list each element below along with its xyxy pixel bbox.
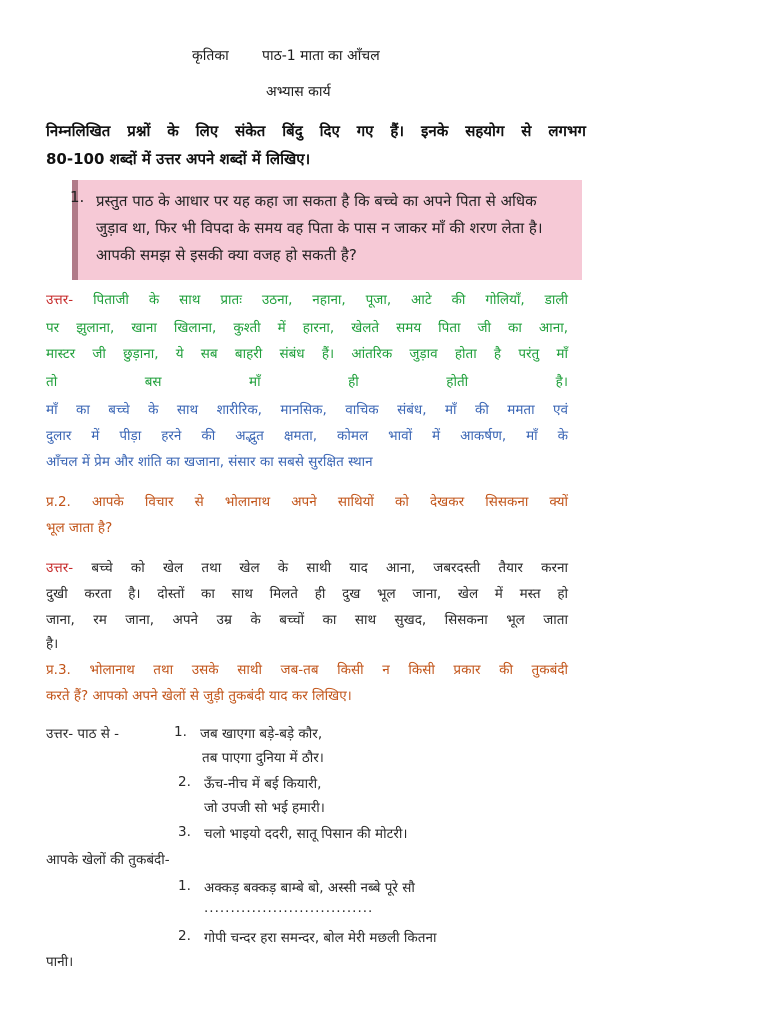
answer-1-word: होती xyxy=(446,374,469,390)
poem-1-line-1: जब खाएगा बड़े-बड़े कौर, xyxy=(200,726,323,742)
answer-3-label: उत्तर- पाठ से - xyxy=(46,726,119,742)
answer-1-word: ही xyxy=(348,374,359,390)
answer-2-line-1 xyxy=(46,556,568,580)
question-1-box xyxy=(72,180,582,280)
answer-1-line-7: आँचल में प्रेम और शांति का खजाना, संसार का सबसे सुरक्षित स्थान xyxy=(46,454,373,470)
answer-1-word: तो xyxy=(46,374,58,390)
own-rhyme-1-dots: ................................ xyxy=(204,900,374,916)
answer-1-word: माँ xyxy=(249,374,261,390)
answer-1-line-2: पर झुलाना, खाना खिलाना, कुश्ती में हारना, खेलते समय पिता जी का आना, xyxy=(46,320,568,336)
answer-2-text-1: बच्चे को खेल तथा खेल के साथी याद आना, जबरदस्ती तैयार करना xyxy=(91,560,568,576)
question-2-line-1: प्र.2. आपके विचार से भोलानाथ अपने साथियों को देखकर सिसकना क्यों xyxy=(46,494,568,510)
question-3-line-1: प्र.3. भोलानाथ तथा उसके साथी जब-तब किसी न किसी प्रकार की तुकबंदी xyxy=(46,662,568,678)
own-rhyme-1-number: 1. xyxy=(178,878,191,894)
own-rhyme-2-number: 2. xyxy=(178,928,191,944)
poem-1-line-2: तब पाएगा दुनिया में ठौर। xyxy=(202,750,324,766)
answer-2-line-3: जाना, रम जाना, अपने उम्र के बच्चों का साथ सुखद, सिसकना भूल जाता xyxy=(46,612,568,628)
poem-1-number: 1. xyxy=(174,724,187,740)
question-1-number: 1. xyxy=(70,188,85,206)
own-rhyme-2-line-2: पानी। xyxy=(46,954,74,970)
answer-2-line-2: दुखी करता है। दोस्तों का साथ मिलते ही दुख भूल जाना, खेल में मस्त हो xyxy=(46,586,568,602)
book-title: कृतिका xyxy=(192,48,229,64)
question-3-line-2: करते हैं? आपको अपने खेलों से जुड़ी तुकबंदी याद कर लिखिए। xyxy=(46,688,352,704)
poem-3-number: 3. xyxy=(178,824,191,840)
instruction-line-1: निम्नलिखित प्रश्नों के लिए संकेत बिंदु दिए गए हैं। इनके सहयोग से लगभग xyxy=(46,122,586,140)
answer-1-word: बस xyxy=(144,374,162,390)
own-rhyme-2-line-1: गोपी चन्दर हरा समन्दर, बोल मेरी मछली कितना xyxy=(204,930,437,946)
answer-1-line-6: दुलार में पीड़ा हरने की अद्भुत क्षमता, कोमल भावों में आकर्षण, माँ के xyxy=(46,428,568,444)
answer-1-line-5: माँ का बच्चे के साथ शारीरिक, मानसिक, वाचिक संबंध, माँ की ममता एवं xyxy=(46,402,568,418)
own-rhyme-1-line-1: अक्कड़ बक्कड़ बाम्बे बो, अस्सी नब्बे पूरे सौ xyxy=(204,880,415,896)
chapter-title: पाठ-1 माता का आँचल xyxy=(262,48,380,64)
answer-1-line-3: मास्टर जी छुड़ाना, ये सब बाहरी संबंध हैं। आंतरिक जुड़ाव होता है परंतु माँ xyxy=(46,346,568,362)
answer-2-label: उत्तर- xyxy=(46,560,74,576)
question-1-line-1: प्रस्तुत पाठ के आधार पर यह कहा जा सकता है कि बच्चे का अपने पिता से अधिक xyxy=(96,192,537,210)
answer-1-line-1 xyxy=(46,288,568,312)
answer-1-word: है। xyxy=(555,374,568,390)
question-2-line-2: भूल जाता है? xyxy=(46,520,113,536)
poem-2-line-1: ऊँच-नीच में बई कियारी, xyxy=(204,776,322,792)
poem-2-number: 2. xyxy=(178,774,191,790)
question-1-line-3: आपकी समझ से इसकी क्या वजह हो सकती है? xyxy=(96,246,357,264)
poem-3-line-1: चलो भाइयो ददरी, सातू पिसान की मोटरी। xyxy=(204,826,408,842)
page-subtitle: अभ्यास कार्य xyxy=(266,84,331,100)
poem-2-line-2: जो उपजी सो भई हमारी। xyxy=(204,800,325,816)
answer-1-text-1: पिताजी के साथ प्रातः उठना, नहाना, पूजा, आटे की गोलियाँ, डाली xyxy=(93,292,568,308)
answer-2-line-4: है। xyxy=(46,636,59,652)
own-rhymes-label: आपके खेलों की तुकबंदी- xyxy=(46,852,170,868)
answer-1-label: उत्तर- xyxy=(46,292,74,308)
instruction-line-2: 80-100 शब्दों में उत्तर अपने शब्दों में लिखिए। xyxy=(46,150,311,168)
question-1-line-2: जुड़ाव था, फिर भी विपदा के समय वह पिता के पास न जाकर माँ की शरण लेता है। xyxy=(96,219,543,237)
answer-1-line-4 xyxy=(46,370,568,394)
